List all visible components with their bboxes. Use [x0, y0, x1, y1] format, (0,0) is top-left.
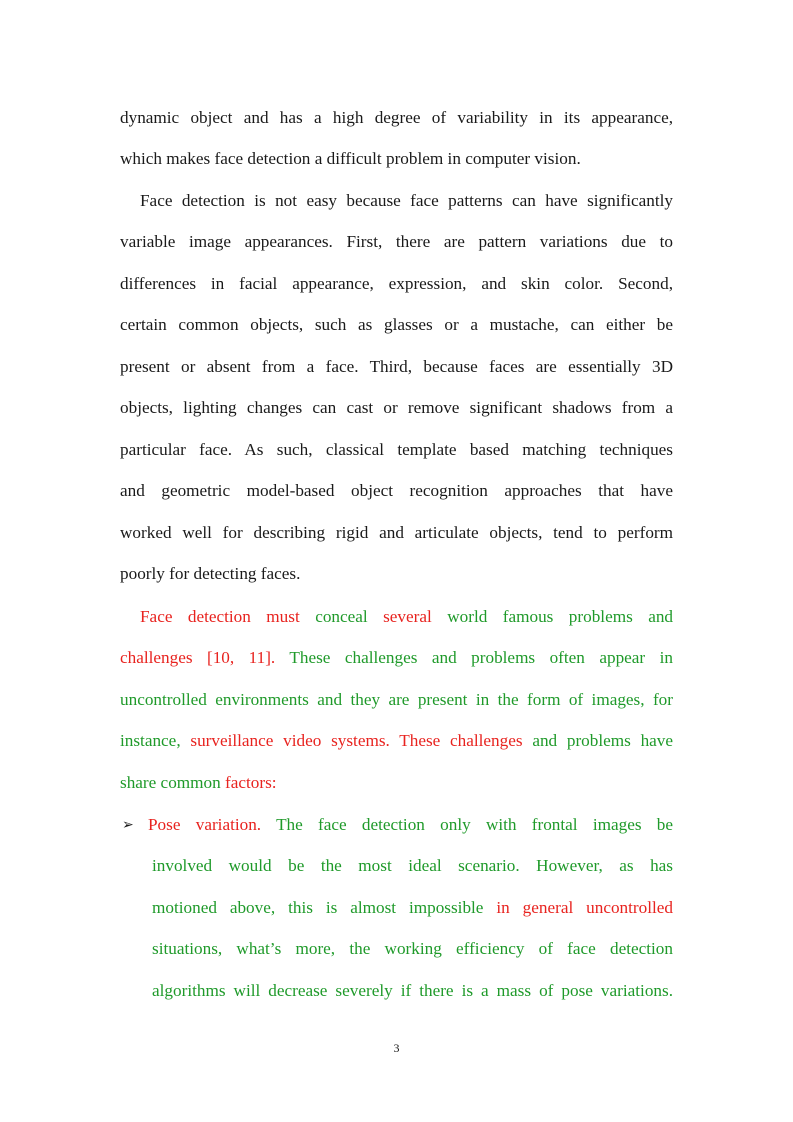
- text-line: Face detection is not easy because face patterns can have significantly: [140, 191, 673, 210]
- highlight-green: algorithms will decrease severely if there is a mass of pose variations.: [152, 981, 673, 1000]
- text-line: variable image appearances. First, there are pattern variations due to: [120, 232, 673, 251]
- text-line: objects, lighting changes can cast or remove significant shadows from a: [120, 398, 673, 417]
- highlight-green: uncontrolled environments and they are present in the form of images, for: [120, 690, 673, 709]
- highlight-green: These challenges and problems often appear in: [289, 648, 673, 667]
- text-line: [120, 647, 673, 669]
- highlight-green: motioned above, this is almost impossible: [152, 898, 484, 917]
- text-line: which makes face detection a difficult problem in computer vision.: [120, 149, 581, 168]
- highlight-green: situations, what’s more, the working efficiency of face detection: [152, 939, 673, 958]
- highlight-green: share common: [120, 773, 221, 792]
- arrow-bullet-icon: ➢: [122, 817, 134, 833]
- text-line: [152, 938, 673, 960]
- text-line: certain common objects, such as glasses or a mustache, can either be: [120, 315, 673, 334]
- highlight-red: challenges [10, 11].: [120, 648, 276, 667]
- text-line: dynamic object and has a high degree of variability in its appearance,: [120, 108, 673, 127]
- text-line: [120, 689, 673, 711]
- highlight-green: conceal: [315, 607, 368, 626]
- highlight-green: The face detection only with frontal images be: [276, 815, 673, 834]
- text-line: present or absent from a face. Third, because faces are essentially 3D: [120, 357, 673, 376]
- text-line: [152, 897, 673, 919]
- highlight-red: factors:: [225, 773, 277, 792]
- highlight-green: involved would be the most ideal scenario. However, as has: [152, 856, 673, 875]
- text-line: [120, 772, 673, 794]
- text-line: [140, 606, 673, 628]
- highlight-green: and problems have: [532, 731, 674, 750]
- highlight-green: world famous problems and: [447, 607, 674, 626]
- text-line: [148, 814, 673, 836]
- highlight-red: Face detection must: [140, 607, 300, 626]
- highlight-red: Pose variation.: [148, 815, 262, 834]
- text-line: [152, 980, 673, 1002]
- highlight-red: several: [383, 607, 432, 626]
- text-line: worked well for describing rigid and articulate objects, tend to perform: [120, 523, 673, 542]
- text-line: differences in facial appearance, expression, and skin color. Second,: [120, 274, 673, 293]
- highlight-green: instance,: [120, 731, 181, 750]
- text-line: [152, 855, 673, 877]
- highlight-red: surveillance video systems. These challenges: [190, 731, 523, 750]
- text-line: particular face. As such, classical template based matching techniques: [120, 440, 673, 459]
- text-line: [120, 730, 673, 752]
- page-number: 3: [393, 1041, 400, 1055]
- text-line: and geometric model-based object recognition approaches that have: [120, 481, 673, 500]
- text-line: poorly for detecting faces.: [120, 564, 301, 583]
- highlight-red: in general uncontrolled: [496, 898, 674, 917]
